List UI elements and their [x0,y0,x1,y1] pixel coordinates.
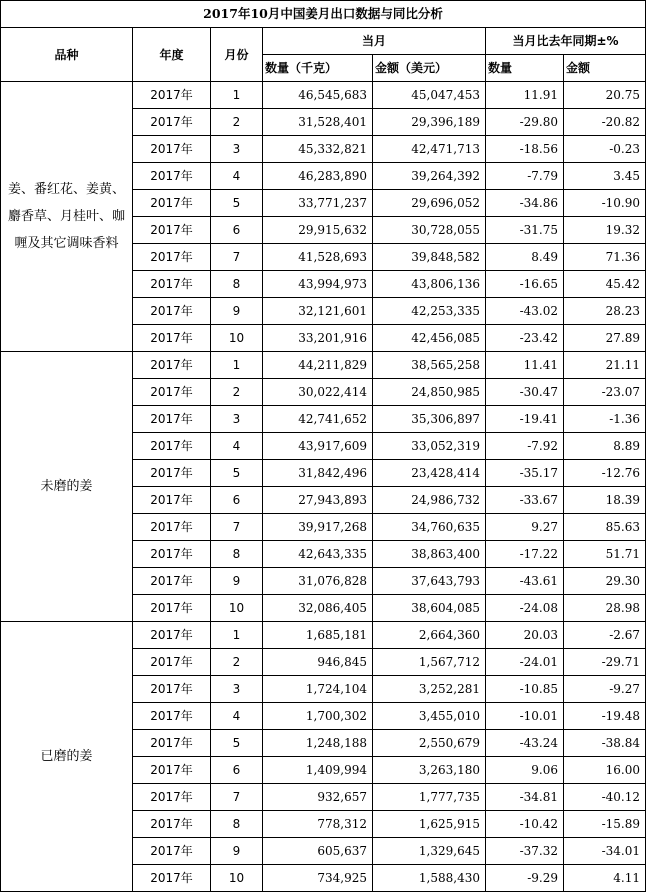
yoy-amount-cell: 19.32 [564,217,646,244]
yoy-amount-cell: 21.11 [564,352,646,379]
quantity-cell: 1,685,181 [263,622,373,649]
header-month: 月份 [211,28,263,82]
yoy-quantity-cell: 11.41 [486,352,564,379]
amount-cell: 38,565,258 [373,352,486,379]
quantity-cell: 932,657 [263,784,373,811]
year-cell: 2017年 [133,676,211,703]
header-amount: 金额（美元） [373,55,486,82]
month-cell: 7 [211,244,263,271]
amount-cell: 24,986,732 [373,487,486,514]
year-cell: 2017年 [133,703,211,730]
year-cell: 2017年 [133,406,211,433]
year-cell: 2017年 [133,784,211,811]
amount-cell: 29,696,052 [373,190,486,217]
amount-cell: 3,455,010 [373,703,486,730]
yoy-amount-cell: -1.36 [564,406,646,433]
yoy-quantity-cell: -10.01 [486,703,564,730]
amount-cell: 23,428,414 [373,460,486,487]
amount-cell: 29,396,189 [373,109,486,136]
amount-cell: 38,863,400 [373,541,486,568]
quantity-cell: 946,845 [263,649,373,676]
month-cell: 10 [211,325,263,352]
year-cell: 2017年 [133,298,211,325]
variety-name: 已磨的姜 [1,622,133,892]
yoy-quantity-cell: -43.02 [486,298,564,325]
year-cell: 2017年 [133,163,211,190]
month-cell: 8 [211,541,263,568]
amount-cell: 39,848,582 [373,244,486,271]
yoy-quantity-cell: -34.86 [486,190,564,217]
yoy-amount-cell: -29.71 [564,649,646,676]
yoy-quantity-cell: -17.22 [486,541,564,568]
year-cell: 2017年 [133,487,211,514]
quantity-cell: 46,545,683 [263,82,373,109]
yoy-amount-cell: 85.63 [564,514,646,541]
amount-cell: 43,806,136 [373,271,486,298]
yoy-amount-cell: -20.82 [564,109,646,136]
yoy-quantity-cell: 8.49 [486,244,564,271]
yoy-quantity-cell: -23.42 [486,325,564,352]
amount-cell: 34,760,635 [373,514,486,541]
yoy-quantity-cell: -34.81 [486,784,564,811]
quantity-cell: 44,211,829 [263,352,373,379]
quantity-cell: 43,994,973 [263,271,373,298]
amount-cell: 1,625,915 [373,811,486,838]
quantity-cell: 41,528,693 [263,244,373,271]
year-cell: 2017年 [133,271,211,298]
yoy-quantity-cell: -7.79 [486,163,564,190]
month-cell: 1 [211,82,263,109]
header-yoy-quantity: 数量 [486,55,564,82]
amount-cell: 1,588,430 [373,865,486,892]
table-body [1,82,646,892]
year-cell: 2017年 [133,325,211,352]
quantity-cell: 1,724,104 [263,676,373,703]
yoy-amount-cell: -9.27 [564,676,646,703]
yoy-quantity-cell: -29.80 [486,109,564,136]
yoy-quantity-cell: -43.24 [486,730,564,757]
quantity-cell: 45,332,821 [263,136,373,163]
yoy-quantity-cell: 9.06 [486,757,564,784]
amount-cell: 3,252,281 [373,676,486,703]
yoy-quantity-cell: -16.65 [486,271,564,298]
month-cell: 5 [211,190,263,217]
month-cell: 5 [211,730,263,757]
amount-cell: 30,728,055 [373,217,486,244]
quantity-cell: 778,312 [263,811,373,838]
yoy-quantity-cell: 11.91 [486,82,564,109]
yoy-quantity-cell: 9.27 [486,514,564,541]
quantity-cell: 29,915,632 [263,217,373,244]
month-cell: 5 [211,460,263,487]
yoy-amount-cell: -0.23 [564,136,646,163]
amount-cell: 2,550,679 [373,730,486,757]
year-cell: 2017年 [133,757,211,784]
yoy-quantity-cell: -10.42 [486,811,564,838]
yoy-quantity-cell: -24.01 [486,649,564,676]
month-cell: 2 [211,109,263,136]
quantity-cell: 27,943,893 [263,487,373,514]
quantity-cell: 1,700,302 [263,703,373,730]
amount-cell: 33,052,319 [373,433,486,460]
amount-cell: 35,306,897 [373,406,486,433]
header-year: 年度 [133,28,211,82]
amount-cell: 1,567,712 [373,649,486,676]
month-cell: 9 [211,838,263,865]
table-row [1,82,646,109]
year-cell: 2017年 [133,82,211,109]
yoy-quantity-cell: -7.92 [486,433,564,460]
year-cell: 2017年 [133,730,211,757]
yoy-amount-cell: 28.98 [564,595,646,622]
month-cell: 7 [211,784,263,811]
quantity-cell: 39,917,268 [263,514,373,541]
amount-cell: 42,253,335 [373,298,486,325]
month-cell: 1 [211,622,263,649]
year-cell: 2017年 [133,136,211,163]
month-cell: 6 [211,757,263,784]
yoy-amount-cell: -34.01 [564,838,646,865]
month-cell: 7 [211,514,263,541]
month-cell: 8 [211,271,263,298]
quantity-cell: 1,248,188 [263,730,373,757]
year-cell: 2017年 [133,865,211,892]
yoy-amount-cell: -40.12 [564,784,646,811]
yoy-amount-cell: 29.30 [564,568,646,595]
yoy-quantity-cell: -30.47 [486,379,564,406]
year-cell: 2017年 [133,379,211,406]
quantity-cell: 31,842,496 [263,460,373,487]
variety-name: 未磨的姜 [1,352,133,622]
yoy-amount-cell: 71.36 [564,244,646,271]
quantity-cell: 46,283,890 [263,163,373,190]
quantity-cell: 31,528,401 [263,109,373,136]
quantity-cell: 33,201,916 [263,325,373,352]
year-cell: 2017年 [133,433,211,460]
yoy-amount-cell: 27.89 [564,325,646,352]
amount-cell: 1,329,645 [373,838,486,865]
amount-cell: 38,604,085 [373,595,486,622]
table-row [1,352,646,379]
year-cell: 2017年 [133,595,211,622]
yoy-amount-cell: 4.11 [564,865,646,892]
month-cell: 3 [211,406,263,433]
month-cell: 4 [211,163,263,190]
quantity-cell: 31,076,828 [263,568,373,595]
year-cell: 2017年 [133,568,211,595]
amount-cell: 1,777,735 [373,784,486,811]
quantity-cell: 1,409,994 [263,757,373,784]
yoy-amount-cell: -10.90 [564,190,646,217]
yoy-amount-cell: -12.76 [564,460,646,487]
yoy-amount-cell: -2.67 [564,622,646,649]
header-quantity: 数量（千克） [263,55,373,82]
amount-cell: 42,471,713 [373,136,486,163]
year-cell: 2017年 [133,217,211,244]
quantity-cell: 734,925 [263,865,373,892]
yoy-quantity-cell: -24.08 [486,595,564,622]
quantity-cell: 42,643,335 [263,541,373,568]
yoy-amount-cell: 45.42 [564,271,646,298]
year-cell: 2017年 [133,190,211,217]
yoy-quantity-cell: -19.41 [486,406,564,433]
yoy-amount-cell: -38.84 [564,730,646,757]
table-title: 2017年10月中国姜月出口数据与同比分析 [1,1,646,28]
amount-cell: 24,850,985 [373,379,486,406]
quantity-cell: 42,741,652 [263,406,373,433]
yoy-amount-cell: -23.07 [564,379,646,406]
month-cell: 8 [211,811,263,838]
month-cell: 9 [211,568,263,595]
quantity-cell: 32,121,601 [263,298,373,325]
yoy-quantity-cell: -9.29 [486,865,564,892]
yoy-amount-cell: 16.00 [564,757,646,784]
yoy-quantity-cell: -33.67 [486,487,564,514]
month-cell: 6 [211,487,263,514]
quantity-cell: 605,637 [263,838,373,865]
month-cell: 2 [211,379,263,406]
yoy-amount-cell: 3.45 [564,163,646,190]
year-cell: 2017年 [133,838,211,865]
month-cell: 10 [211,595,263,622]
quantity-cell: 43,917,609 [263,433,373,460]
yoy-quantity-cell: -35.17 [486,460,564,487]
year-cell: 2017年 [133,622,211,649]
year-cell: 2017年 [133,352,211,379]
month-cell: 2 [211,649,263,676]
yoy-quantity-cell: -43.61 [486,568,564,595]
header-yoy: 当月比去年同期±% [486,28,646,55]
amount-cell: 37,643,793 [373,568,486,595]
amount-cell: 3,263,180 [373,757,486,784]
month-cell: 3 [211,136,263,163]
month-cell: 10 [211,865,263,892]
year-cell: 2017年 [133,460,211,487]
amount-cell: 45,047,453 [373,82,486,109]
amount-cell: 42,456,085 [373,325,486,352]
yoy-quantity-cell: -31.75 [486,217,564,244]
yoy-quantity-cell: -18.56 [486,136,564,163]
year-cell: 2017年 [133,514,211,541]
quantity-cell: 32,086,405 [263,595,373,622]
header-variety: 品种 [1,28,133,82]
yoy-amount-cell: -15.89 [564,811,646,838]
year-cell: 2017年 [133,109,211,136]
year-cell: 2017年 [133,649,211,676]
variety-name: 姜、番红花、姜黄、麝香草、月桂叶、咖喱及其它调味香料 [1,82,133,352]
year-cell: 2017年 [133,541,211,568]
month-cell: 3 [211,676,263,703]
yoy-amount-cell: 51.71 [564,541,646,568]
yoy-amount-cell: 18.39 [564,487,646,514]
month-cell: 4 [211,703,263,730]
table-row [1,622,646,649]
quantity-cell: 30,022,414 [263,379,373,406]
amount-cell: 39,264,392 [373,163,486,190]
header-current-month: 当月 [263,28,486,55]
yoy-amount-cell: 20.75 [564,82,646,109]
month-cell: 6 [211,217,263,244]
yoy-amount-cell: -19.48 [564,703,646,730]
year-cell: 2017年 [133,811,211,838]
month-cell: 9 [211,298,263,325]
header-yoy-amount: 金额 [564,55,646,82]
yoy-quantity-cell: -37.32 [486,838,564,865]
amount-cell: 2,664,360 [373,622,486,649]
year-cell: 2017年 [133,244,211,271]
month-cell: 1 [211,352,263,379]
yoy-amount-cell: 8.89 [564,433,646,460]
month-cell: 4 [211,433,263,460]
yoy-quantity-cell: -10.85 [486,676,564,703]
yoy-amount-cell: 28.23 [564,298,646,325]
quantity-cell: 33,771,237 [263,190,373,217]
yoy-quantity-cell: 20.03 [486,622,564,649]
